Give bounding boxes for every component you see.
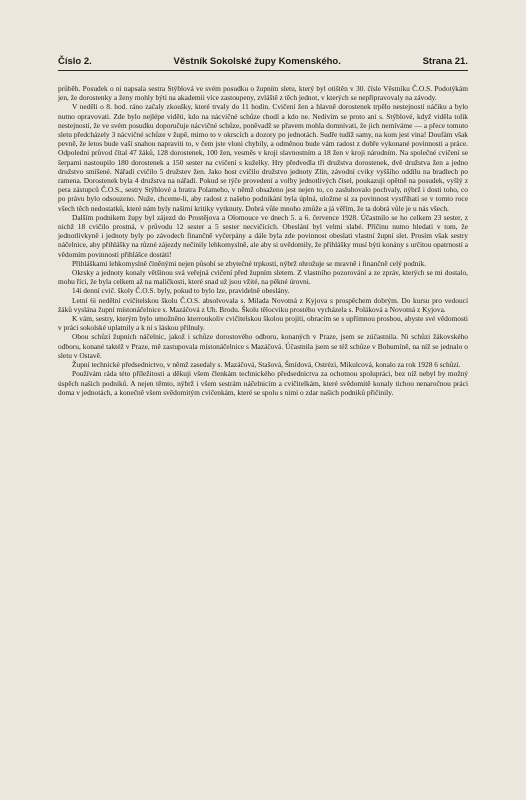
paragraph: Letní 6i nedělní cvičitelskou školu Č.O.S. absolvovala s. Milada Novotná z Kyjova s prospěchem dobrým. Do kursu pro vedoucí žáků vyslána župní místonáčelnice s. Mazáčová z Uh. Brodu. Školu tělocviku prostého vycházela s. Poláková a Novotná z Kyjova.: [58, 295, 468, 314]
paragraph: 14i denní cvič. školy Č.O.S. byly, pokud to bylo lze, pravidelně obeslány.: [72, 286, 290, 296]
paragraph: Župní technické předsednictvo, v němž zasedaly s. Mazáčová, Stašová, Šmídová, Ostrézi, Mikulcová, konalo za rok 1928 6 schůzí.: [72, 360, 461, 370]
header-journal-title: Věstník Sokolské župy Komenského.: [173, 56, 341, 67]
header-page-number: Strana 21.: [422, 56, 468, 67]
paragraph: K vám, sestry, kterým bylo umožněno kterroukoliv cvičitelskou školou projíti, obracím se s upřímnou prosbou, abyste své vědomosti v práci sokolské uplatnily a k ni s láskou přilnuly.: [58, 314, 468, 333]
paragraph: Používám ráda této příležitosti a děkuji všem členkám technického předsednictva za ochotnou spolupráci, bez níž nebyl by možný úspěch našich podniků. A nejen těmto, nýbrž i všem sestrám náčelnicím a cvičitelkám, které svědomitě konaly tichou nenaročnou práci doma v jednotách, a konečně všem svědomitým cvičenkám, které se spolu s nimi o zdar našich podniků přičinily.: [58, 369, 468, 397]
paragraph: Okrsky a jednoty konaly většinou svá veřejná cvičení před župním sletem. Z vlastního pozorování a ze zpráv, kterých se mi dostalo, mohu říci, že byla celkem až na maličkosti, které snad už jsou vžité, na pěkné úrovni.: [58, 268, 468, 287]
article-body: [58, 84, 468, 397]
paragraph: průběh. Posudek o ni napsala sestra Stýblová ve svém posudku o župním sletu, který byl otištěn v 30. čísle Věstníku Č.O.S. Podotýkám jen, že dorostenky a ženy mohly býti na akademii více zastoupeny, zvláště z těch jednot, v kterých se nepřipravovaly na závody.: [58, 84, 468, 103]
paragraph: Dalším podnikem župy byl zájezd do Prostějova a Olomouce ve dnech 5. a 6. července 1928. Účastnilo se ho celkem 23 sester, z nichž 18 cvičilo prostná, v průvodu 12 sester a 5 sester necvičících. Obeslání byl velmi slabé. Příčinu nutno hledati v tom, že jednotlivkyně i jednoty byly po závodech finančně vyčerpány a dále byla zde povinnost obeslati vlastní župní slet. Prosím však sestry náčelnice, aby přihlášky na různé zájezdy nečinily lehkomyslně, ale aby si uvědomily, že přihlášky musí býti konány s určitou opatrností a vědomím povinnosti přihlášce dostáti!: [58, 212, 468, 259]
paragraph: Přihláškami lehkomyslně činěnými nejen působí se zbytečné trpkosti, nýbrž ohrožuje se mravně i finančně celý podnik.: [72, 258, 427, 268]
paragraph: V neděli o 8. hod. ráno začaly zkoušky, které trvaly do 11 hodin. Cvičení žen a hlavně dorostenek trpělo nestejností náčiku a bylo nutno opravovati. Zde bylo nejlépe viděti, kdo na nácvičné schůze chodí a kdo ne. Nedivím se proto ani s. Stýblové, když viděla tolik nestejností, že ve svém posudku doporučuje nácvičné schůze, poněvadž se přavem mohla domnívati, že jich nemíváme — a přece tomuto sletu předcházely 3 nácvičné schůze v župě, mimo to v okrscích a dozory po jednotách. Sudře tudíž samy, na kom jest vina! Doufám však pevně, že letos bude vaší snahou napraviti to, v čem jste vloni chybily, a odměnou bude vám radost z dobře vykonané povinnosti a práce. Odpoledni průvod čítal 47 žáků, 128 dorostenek, 100 žen, vesměs v kroji slavnostním a 18 žen v kroji národním. Na společné cvičení se šerpami nastoupilo 180 dorostenek a 150 sester na cvičení s kuželky. Hry předvedla tři družstva dorostenek, dvě družstva žen a jedno družstvo smíšené. Nářadí cvičilo 5 družstev žen. Jako host cvičilo družstvo jednoty Zlín, závodní cviky vyššího oddílu na bradlech po ramena. Dorostenek byla 4 družstva na nářadí. Pokud se týče provedení a volby jednotlivých čísel, poukazuji opětně na posudek, vyšlý z pera zástupců Č.O.S., sestry Stýblové a bratra Polameho, v němž obsaženo jest nejen to, co zasluhovalo pochvaly, nýbrž i dosti toho, co po právu bylo odsouzeno. Nuže, chceme-li, aby radost z našeho podnikání byla úplná, uložme si za povinnost vystříhati se v tomto roce všech těch nedostatků, které nám byly našimi kritiky vytknuty. Dobrá vůle mnoho zmůže a já věřím, že ta dobrá vůle je u nás všech.: [58, 102, 468, 213]
header-issue-number: Číslo 2.: [58, 56, 92, 67]
running-header: [58, 56, 468, 67]
paragraph: Obou schůzí župních náčelnic, jakož i schůze dorostového odboru, konaných v Praze, jsem se zúčastnila. Ni schůzi žákovského odboru, konané taktéž v Praze, mě zastupovala místonáčelnice s Mazáčová. Účastnila jsem se též schůze v Bohumíně, na níž se jednalo o sletu v Ostavě.: [58, 332, 468, 360]
header-rule: [58, 70, 468, 71]
